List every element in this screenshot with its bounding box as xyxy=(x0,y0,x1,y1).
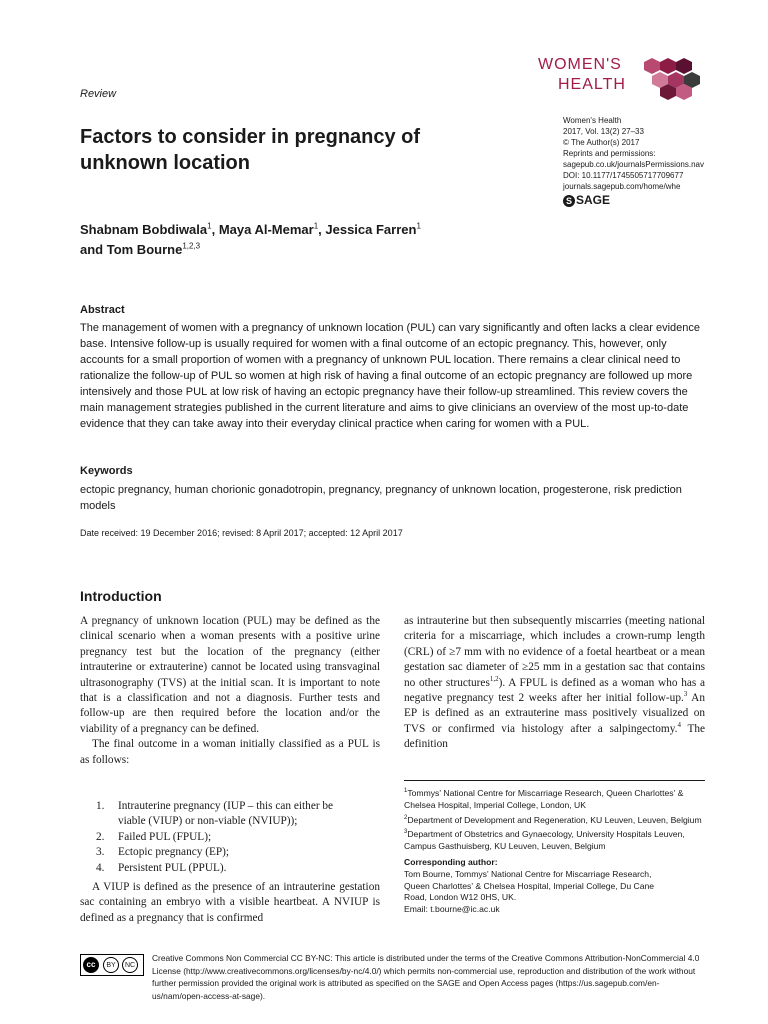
permissions-link[interactable]: sagepub.co.uk/journalsPermissions.nav xyxy=(563,160,704,169)
list-item-text: Failed PUL (FPUL); xyxy=(118,830,212,843)
footnote-divider xyxy=(404,780,705,781)
journal-info xyxy=(563,115,704,192)
list-item xyxy=(96,845,333,860)
author-affiliation-mark: 1,2,3 xyxy=(182,241,201,251)
reprints-label: Reprints and permissions: xyxy=(563,149,656,158)
affiliation-mark: 2 xyxy=(404,814,408,821)
citation-ref[interactable]: 4 xyxy=(677,721,681,730)
copyright: © The Author(s) 2017 xyxy=(563,138,640,147)
journal-volume: 2017, Vol. 13(2) 27–33 xyxy=(563,127,644,136)
abstract-heading: Abstract xyxy=(80,304,125,316)
affiliation-text: Tommys' National Centre for Miscarriage Research, Queen Charlottes' & Chelsea Hospital, Imperial College, London, UK xyxy=(404,788,684,810)
logo-text-line-2: HEALTH xyxy=(558,76,626,93)
body-column-left-continued xyxy=(80,880,380,926)
author-name: , Maya Al-Memar xyxy=(211,222,314,237)
body-column-right xyxy=(404,614,705,753)
journal-logo xyxy=(538,56,698,100)
journal-url[interactable]: journals.sagepub.com/home/whe xyxy=(563,182,681,191)
keywords-heading: Keywords xyxy=(80,465,133,477)
outcome-list xyxy=(96,799,333,876)
body-column-left xyxy=(80,614,380,768)
paragraph-text: as intrauterine but then subsequently miscarries (meeting national criteria for a miscarriage, which includes a crown-rump length (CRL) of ≥7 mm with no evidence of a foetal heartbeat or a mean gestation sac diameter of ≥25 mm in a gestation sac that contains no other structures xyxy=(404,615,705,689)
author-affiliation-mark: 1 xyxy=(207,221,212,231)
article-type: Review xyxy=(80,88,117,100)
author-name: Shabnam Bobdiwala xyxy=(80,222,208,237)
paragraph: A VIUP is defined as the presence of an intrauterine gestation sac containing an embryo with a visible heartbeat. A NVIUP is defined as a pregnancy that is confirmed xyxy=(80,881,380,924)
doi[interactable]: DOI: 10.1177/1745505717709677 xyxy=(563,171,684,180)
date-history: Date received: 19 December 2016; revised: 8 April 2017; accepted: 12 April 2017 xyxy=(80,528,403,538)
keywords-text: ectopic pregnancy, human chorionic gonadotropin, pregnancy, pregnancy of unknown location, progesterone, risk prediction models xyxy=(80,484,682,512)
publisher-logo xyxy=(563,193,610,207)
list-number: 1. xyxy=(96,800,105,812)
corresponding-author-line: Road, London W12 0HS, UK. xyxy=(404,892,517,903)
title-line-2: unknown location xyxy=(80,152,250,174)
author-name: and Tom Bourne xyxy=(80,242,183,257)
license-text xyxy=(80,952,706,1002)
author-name: , Jessica Farren xyxy=(318,222,417,237)
license-paragraph: Creative Commons Non Commercial CC BY-NC: This article is distributed under the terms of the Creative Commons Attribution-NonCommercial 4.0 License (http://www.creativecommons.org/licenses/by-nc/4.0/) which permits non-commercial use, reproduction and distribution of the work without further permission provided the original work is attributed as specified on the SAGE and Open Access pages (https://us.sagepub.com/en-us/nam/open-access-at-sage). xyxy=(152,953,700,1001)
title-line-1: Factors to consider in pregnancy of xyxy=(80,126,421,148)
article-title xyxy=(80,124,500,176)
list-item xyxy=(96,799,333,830)
paragraph: The final outcome in a woman initially classified as a PUL is as follows: xyxy=(80,738,380,766)
abstract-text: The management of women with a pregnancy of unknown location (PUL) can vary significantly and often lacks a clear evidence base. Intensive follow-up is usually required for women with a final outcome of an ectopic pregnancy. This, however, only accounts for a small proportion of women with a pregnancy of unknown PUL location. There remains a clear clinical need to rationalize the follow-up of PUL so women at high risk of having a final outcome of an ectopic pregnancy are followed up more intensively and those PUL at low risk of having an ectopic pregnancy have their follow-up streamlined. This review covers the main management strategies published in the current literature and aims to give clinicians an overview of the most up-to-date evidence that they can take away into their everyday clinical practice when caring for women with a PUL. xyxy=(80,322,701,430)
affiliation-text: Department of Obstetrics and Gynaecology, University Hospitals Leuven, Campus Gasthuisberg, KU Leuven, Leuven, Belgium xyxy=(404,829,685,852)
corresponding-author-heading: Corresponding author: xyxy=(404,856,498,867)
list-item-text: viable (VIUP) or non-viable (NVIUP)); xyxy=(118,815,298,828)
affiliations xyxy=(404,788,705,916)
citation-ref[interactable]: 1,2 xyxy=(489,674,499,683)
list-item xyxy=(96,861,333,876)
affiliation-item xyxy=(404,815,705,827)
author-list xyxy=(80,220,500,260)
corresponding-author-email[interactable]: Email: t.bourne@ic.ac.uk xyxy=(404,904,500,915)
list-number: 2. xyxy=(96,830,105,843)
paragraph-text: ). A FPUL is defined as a woman who has a negative pregnancy test 2 weeks after her initial follow-up. xyxy=(404,676,705,705)
paragraph: A pregnancy of unknown location (PUL) may be defined as the clinical scenario when a woman presents with a positive urine pregnancy test but the location of the pregnancy (either intrauterine or extrauterine) cannot be located using transvaginal ultrasonography (TVS) at the initial scan. It is important to note that is a classification and not a diagnosis. Further tests and follow-up are then required before the location and/or the viability of a pregnancy can be defined. xyxy=(80,615,380,735)
sage-icon: S xyxy=(563,195,575,207)
corresponding-author-line: Tom Bourne, Tommys' National Centre for Miscarriage Research, xyxy=(404,868,652,879)
list-item xyxy=(96,830,333,845)
author-affiliation-mark: 1 xyxy=(416,221,421,231)
nc-icon: NC xyxy=(122,957,138,973)
cc-icon: cc xyxy=(83,957,99,973)
affiliation-item xyxy=(404,788,705,812)
paragraph-text: An EP is defined as an extrauterine mass positively visualized on TVS or confirmed via histology after a salpingectomy. xyxy=(404,692,705,735)
list-number: 4. xyxy=(96,861,105,874)
list-number: 3. xyxy=(96,846,105,859)
paragraph-text: The definition xyxy=(404,722,706,751)
paragraph xyxy=(404,614,705,753)
affiliation-mark: 1 xyxy=(404,788,408,795)
list-item-text: Intrauterine pregnancy (IUP – this can either be xyxy=(118,800,334,812)
affiliation-text: Department of Development and Regeneration, KU Leuven, Leuven, Belgium xyxy=(407,814,702,825)
affiliation-item xyxy=(404,829,705,853)
list-item-text: Ectopic pregnancy (EP); xyxy=(118,846,230,859)
author-affiliation-mark: 1 xyxy=(313,221,319,231)
affiliation-mark: 3 xyxy=(404,829,408,836)
corresponding-author-line: Queen Charlottes' & Chelsea Hospital, Imperial College, Du Cane xyxy=(404,880,655,891)
journal-name: Women's Health xyxy=(563,116,622,125)
hexagon-cluster-icon xyxy=(638,56,700,100)
publisher-name: SAGE xyxy=(576,193,611,207)
citation-ref[interactable]: 3 xyxy=(683,690,688,699)
list-item-text: Persistent PUL (PPUL). xyxy=(118,861,227,874)
logo-text-line-1: WOMEN'S xyxy=(538,56,622,73)
by-icon: BY xyxy=(103,957,119,973)
section-heading: Introduction xyxy=(80,588,162,604)
